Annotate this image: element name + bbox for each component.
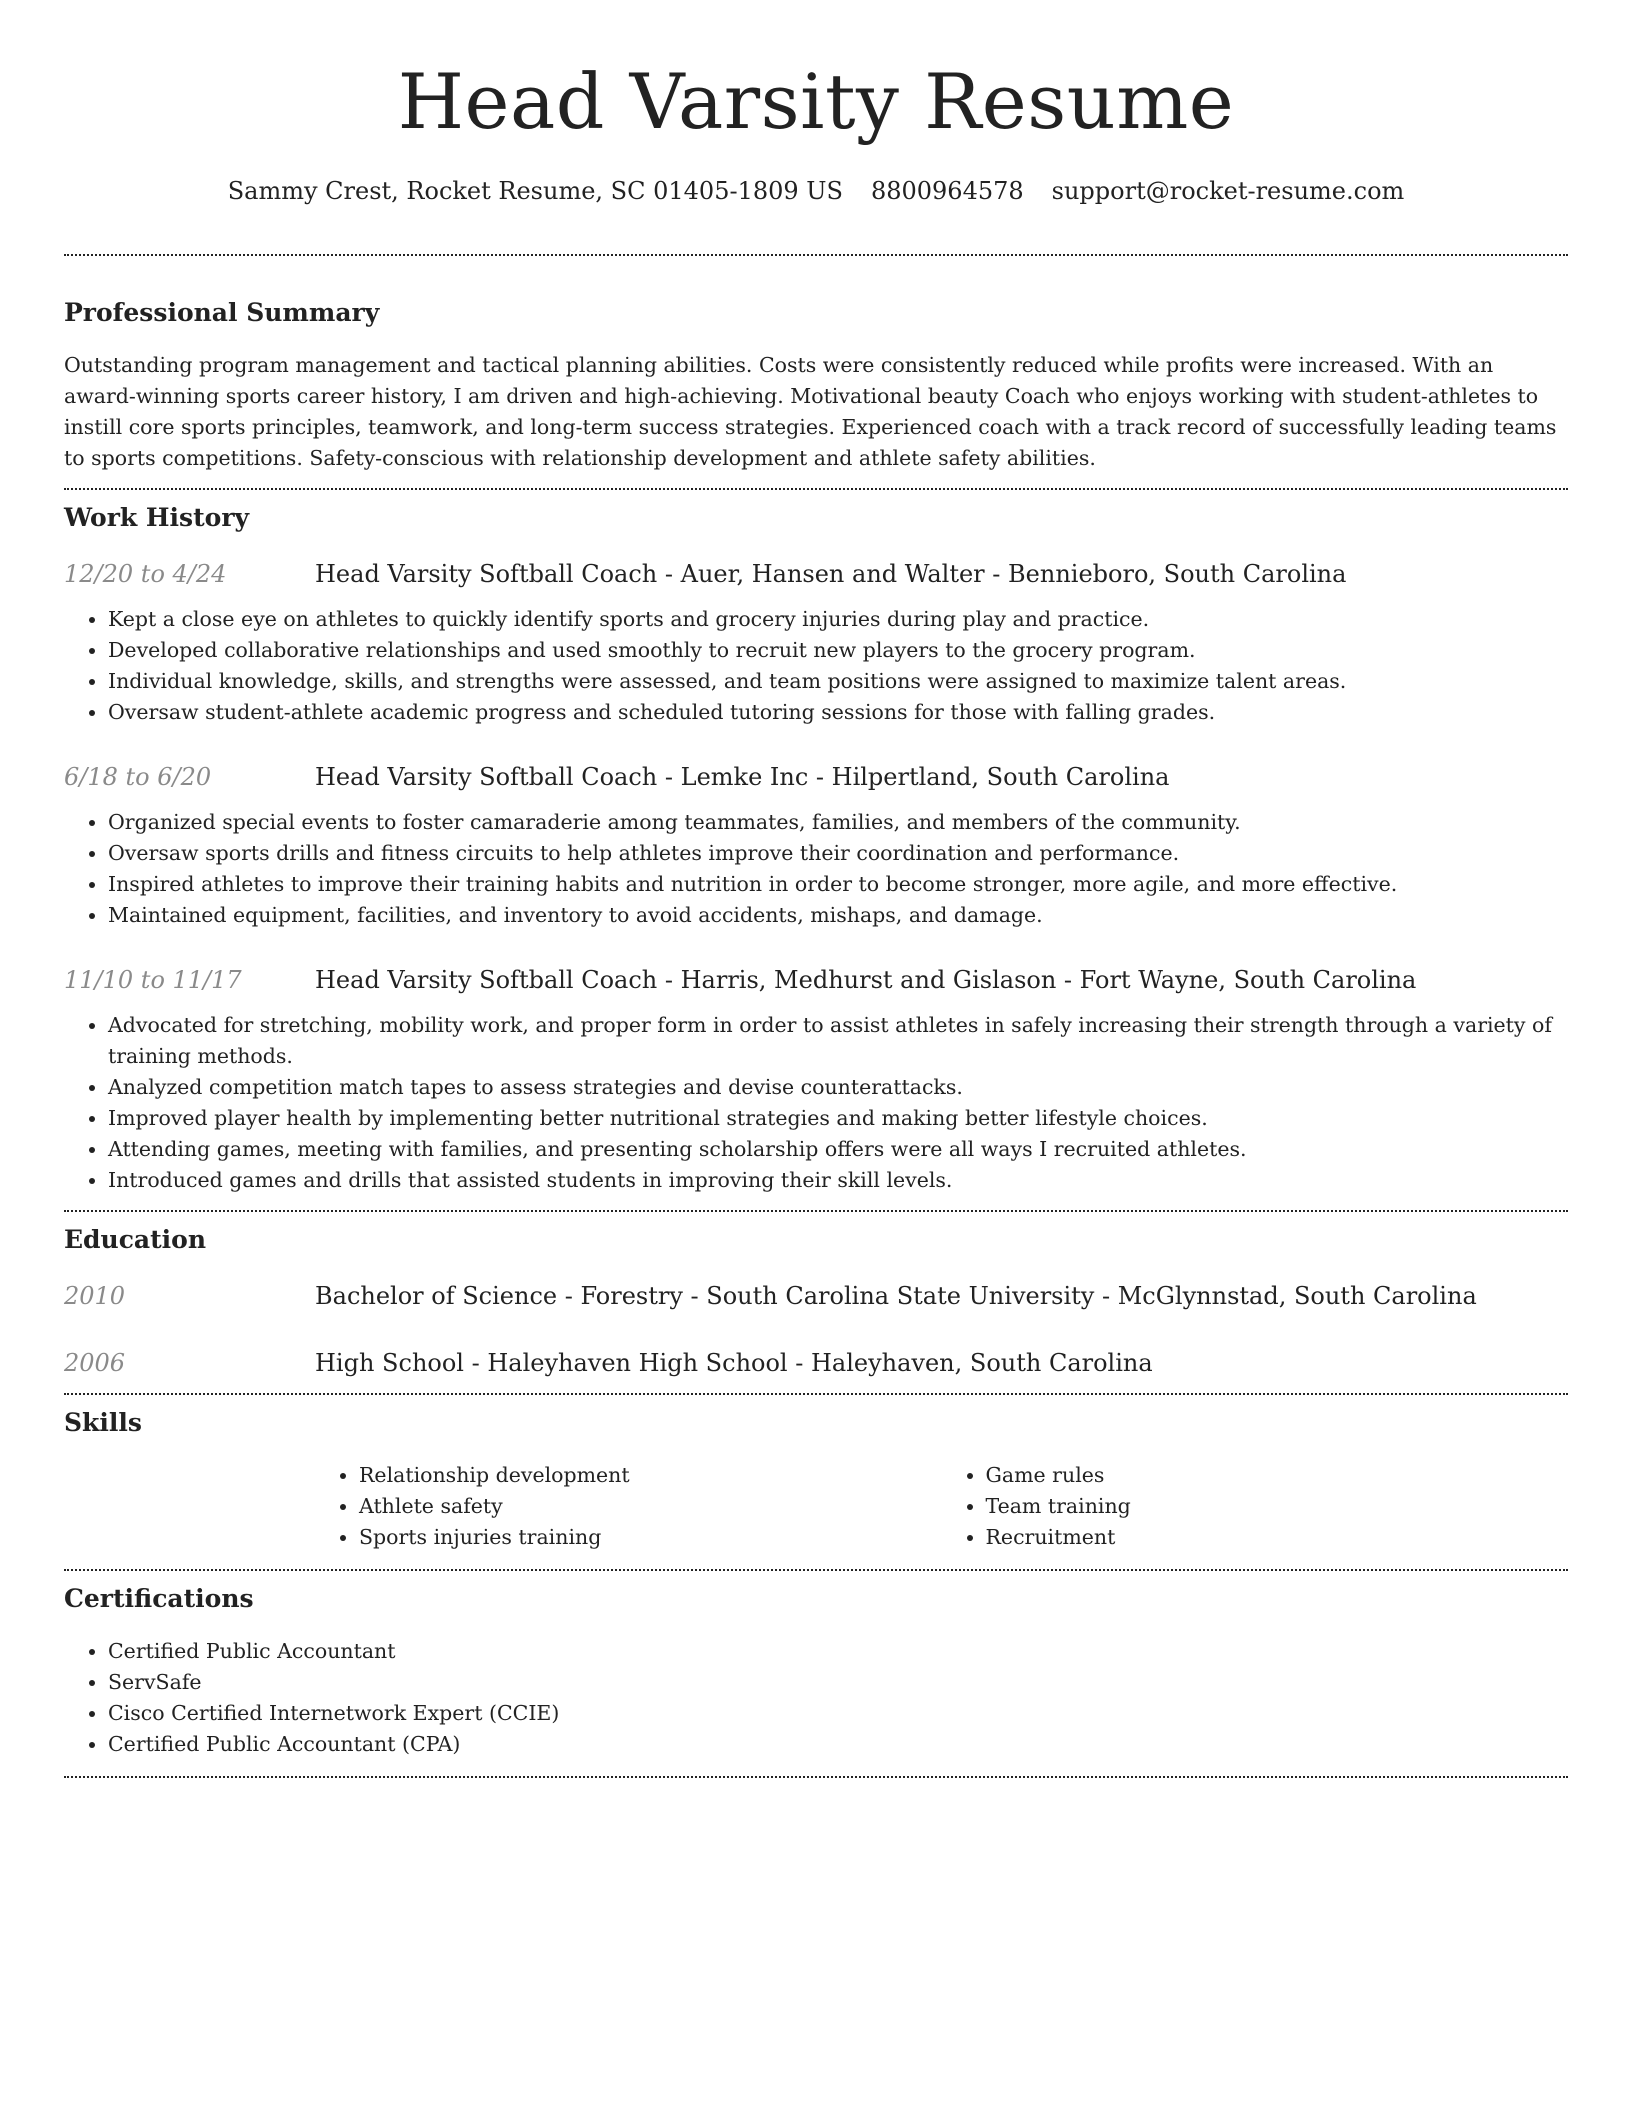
list-item: • Improved player health by implementing better nutritional strategies and making better lifestyle choices. bbox=[108, 1103, 1568, 1134]
list-item: • Oversaw sports drills and fitness circuits to help athletes improve their coordination and performance. bbox=[108, 838, 1568, 869]
job-entry bbox=[64, 761, 1568, 931]
contact-phone: 8800964578 bbox=[870, 177, 1024, 205]
education-title: High School - Haleyhaven High School - Haleyhaven, South Carolina bbox=[315, 1349, 1153, 1377]
list-item: • Oversaw student-athlete academic progress and scheduled tutoring sessions for those with falling grades. bbox=[108, 697, 1568, 728]
job-dates: 12/20 to 4/24 bbox=[64, 560, 227, 588]
education-section bbox=[64, 1223, 1568, 1379]
skills-heading: Skills bbox=[64, 1408, 142, 1437]
job-header bbox=[64, 558, 1568, 590]
job-header bbox=[64, 964, 1568, 996]
contact-line bbox=[64, 176, 1568, 206]
section-divider bbox=[64, 1393, 1568, 1395]
job-bullets bbox=[64, 604, 1568, 728]
summary-text: Outstanding program management and tactical planning abilities. Costs were consistently reduced while profits were increased. With an award-winning sports career history, I am driven and high-achieving. Motivational beauty Coach who enjoys working with student-athletes to instill core sports principles, teamwork, and long-term success strategies. Experienced coach with a track record of successfully leading teams to sports competitions. Safety-conscious with relationship development and athlete safety abilities. bbox=[64, 353, 1557, 470]
job-entry bbox=[64, 964, 1568, 1196]
contact-email: support@rocket-resume.com bbox=[1051, 177, 1405, 205]
education-title: Bachelor of Science - Forestry - South Carolina State University - McGlynnstad, South Carolina bbox=[315, 1282, 1477, 1310]
section-divider bbox=[64, 1210, 1568, 1212]
list-item: • Certified Public Accountant bbox=[108, 1636, 1568, 1667]
list-item: • Recruitment bbox=[986, 1522, 1569, 1553]
skills-grid bbox=[315, 1460, 1568, 1553]
summary-section bbox=[64, 296, 1568, 474]
certifications-list bbox=[64, 1636, 1568, 1760]
education-year: 2010 bbox=[64, 1282, 126, 1310]
job-header bbox=[64, 761, 1568, 793]
list-item: • Cisco Certified Internetwork Expert (CCIE) bbox=[108, 1698, 1568, 1729]
job-title: Head Varsity Softball Coach - Harris, Medhurst and Gislason - Fort Wayne, South Carolina bbox=[315, 966, 1417, 994]
page-title: Head Varsity Resume bbox=[397, 57, 1235, 146]
skills-list-right bbox=[942, 1460, 1569, 1553]
section-divider bbox=[64, 1776, 1568, 1778]
list-item: • Organized special events to foster camaraderie among teammates, families, and members of the community. bbox=[108, 807, 1568, 838]
education-entry bbox=[64, 1280, 1568, 1312]
list-item: • Certified Public Accountant (CPA) bbox=[108, 1729, 1568, 1760]
list-item: • Athlete safety bbox=[359, 1491, 942, 1522]
skills-section bbox=[64, 1406, 1568, 1553]
certifications-section bbox=[64, 1582, 1568, 1760]
job-bullets bbox=[64, 807, 1568, 931]
list-item: • Kept a close eye on athletes to quickly identify sports and grocery injuries during play and practice. bbox=[108, 604, 1568, 635]
list-item: • Individual knowledge, skills, and strengths were assessed, and team positions were assigned to maximize talent areas. bbox=[108, 666, 1568, 697]
education-year: 2006 bbox=[64, 1349, 126, 1377]
list-item: • Developed collaborative relationships and used smoothly to recruit new players to the grocery program. bbox=[108, 635, 1568, 666]
list-item: • Maintained equipment, facilities, and inventory to avoid accidents, mishaps, and damage. bbox=[108, 900, 1568, 931]
work-history-section bbox=[64, 501, 1568, 1196]
job-dates: 6/18 to 6/20 bbox=[64, 763, 212, 791]
job-title: Head Varsity Softball Coach - Lemke Inc - Hilpertland, South Carolina bbox=[315, 763, 1170, 791]
list-item: • Introduced games and drills that assisted students in improving their skill levels. bbox=[108, 1165, 1568, 1196]
job-title: Head Varsity Softball Coach - Auer, Hansen and Walter - Bennieboro, South Carolina bbox=[315, 560, 1347, 588]
education-heading: Education bbox=[64, 1225, 207, 1254]
job-entry bbox=[64, 558, 1568, 728]
list-item: • ServSafe bbox=[108, 1667, 1568, 1698]
list-item: • Team training bbox=[986, 1491, 1569, 1522]
list-item: • Inspired athletes to improve their training habits and nutrition in order to become stronger, more agile, and more effective. bbox=[108, 869, 1568, 900]
list-item: • Analyzed competition match tapes to assess strategies and devise counterattacks. bbox=[108, 1072, 1568, 1103]
work-history-heading: Work History bbox=[64, 503, 250, 532]
education-entry bbox=[64, 1347, 1568, 1379]
job-bullets bbox=[64, 1010, 1568, 1196]
section-divider bbox=[64, 488, 1568, 490]
certifications-heading: Certifications bbox=[64, 1584, 254, 1613]
section-divider bbox=[64, 1569, 1568, 1571]
list-item: • Sports injuries training bbox=[359, 1522, 942, 1553]
list-item: • Advocated for stretching, mobility work, and proper form in order to assist athletes in safely increasing their strength through a variety of training methods. bbox=[108, 1010, 1568, 1072]
skills-list-left bbox=[315, 1460, 942, 1553]
list-item: • Attending games, meeting with families, and presenting scholarship offers were all ways I recruited athletes. bbox=[108, 1134, 1568, 1165]
summary-heading: Professional Summary bbox=[64, 298, 380, 327]
list-item: • Relationship development bbox=[359, 1460, 942, 1491]
section-divider bbox=[64, 254, 1568, 256]
contact-address: Sammy Crest, Rocket Resume, SC 01405-1809 US bbox=[227, 177, 843, 205]
job-dates: 11/10 to 11/17 bbox=[64, 966, 242, 994]
list-item: • Game rules bbox=[986, 1460, 1569, 1491]
